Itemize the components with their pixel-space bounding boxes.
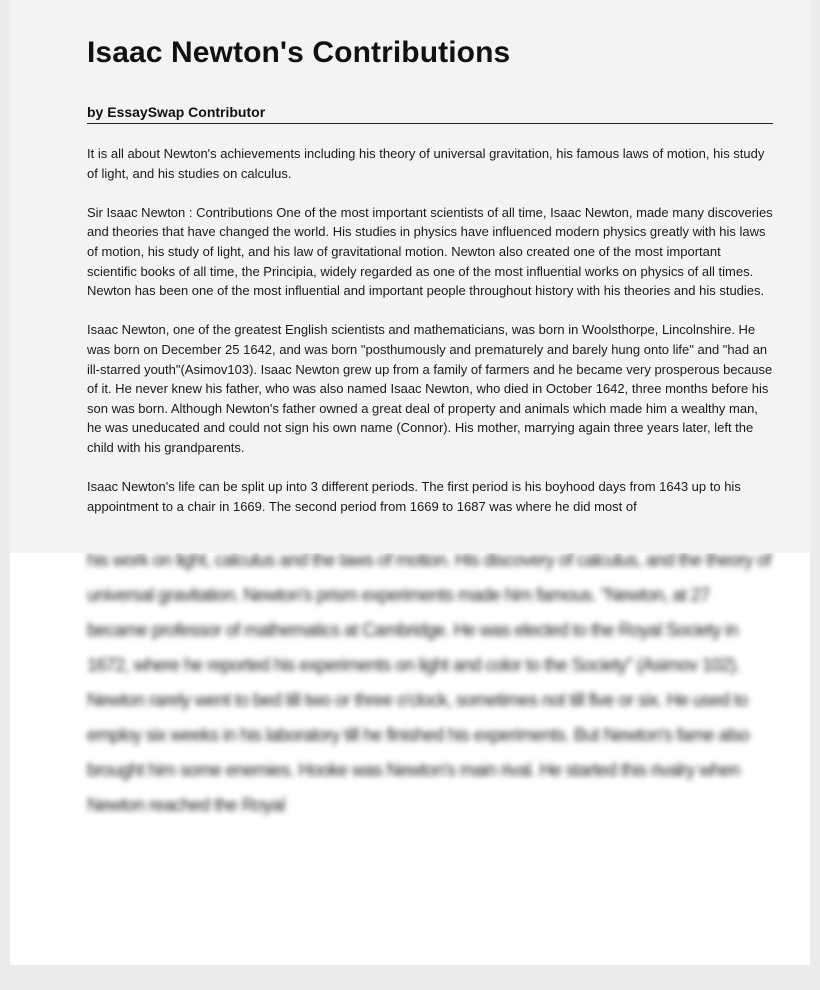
blurred-text — [87, 553, 773, 823]
paragraph: Sir Isaac Newton : Contributions One of the most important scientists of all time, Isaac Newton, made many discoveries and theories that have changed the world. His studies in physics have influenced modern physics greatly with his laws of motion, his study of light, and his law of gravitational motion. Newton also created one of the most important scientific books of all time, the Principia, widely regarded as one of the most influential works on physics of all times. Newton has been one of the most influential and important people throughout history with his theories and his studies. — [87, 204, 773, 299]
blurred-preview-overlay — [10, 553, 810, 965]
paragraph: Isaac Newton, one of the greatest English scientists and mathematicians, was born in Woolsthorpe, Lincolnshire. He was born on December 25 1642, and was born "posthumously and prematurely and barely hung onto life" and "had an ill-starred youth"(Asimov103). Isaac Newton grew up from a family of farmers and he became very prosperous because of it. He never knew his father, who was also named Isaac Newton, who died in October 1642, three months before his son was born. Although Newton's father owned a great deal of property and animals which made him a wealthy man, he was uneducated and could not sign his own name (Connor). His mother, marrying again three years later, left the child with his grandparents. — [87, 322, 773, 455]
bottom-margin — [10, 965, 810, 990]
author-byline: by EssaySwap Contributor — [87, 104, 773, 124]
paragraph: It is all about Newton's achievements including his theory of universal gravitation, his famous laws of motion, his study of light, and his studies on calculus. — [87, 146, 765, 181]
blurred-paragraph: his work on light, calculus and the laws of motion. His discovery of calculus, and the theory of universal gravitation. Newton's prism experiments made him famous. "Newton, at 27 became professor of mathematics at Cambridge. He was elected to the Royal Society in 1672, where he reported his experiments on light and color to the Society" (Asimov 102). Newton rarely went to bed till two or three o'clock, sometimes not till five or six. He used to employ six weeks in his laboratory till he finished his experiments. But Newton's fame also brought him some enemies. Hooke was Newton's main rival. He started this rivalry when Newton reached the Royal — [87, 553, 771, 815]
document-title: Isaac Newton's Contributions — [87, 36, 511, 69]
visible-section — [10, 0, 810, 553]
paragraph: Isaac Newton's life can be split up into 3 different periods. The first period is his boyhood days from 1643 up to his appointment to a chair in 1669. The second period from 1669 to 1687 was where he did most of — [87, 479, 741, 514]
document-page — [10, 0, 810, 990]
document-body — [87, 144, 773, 536]
